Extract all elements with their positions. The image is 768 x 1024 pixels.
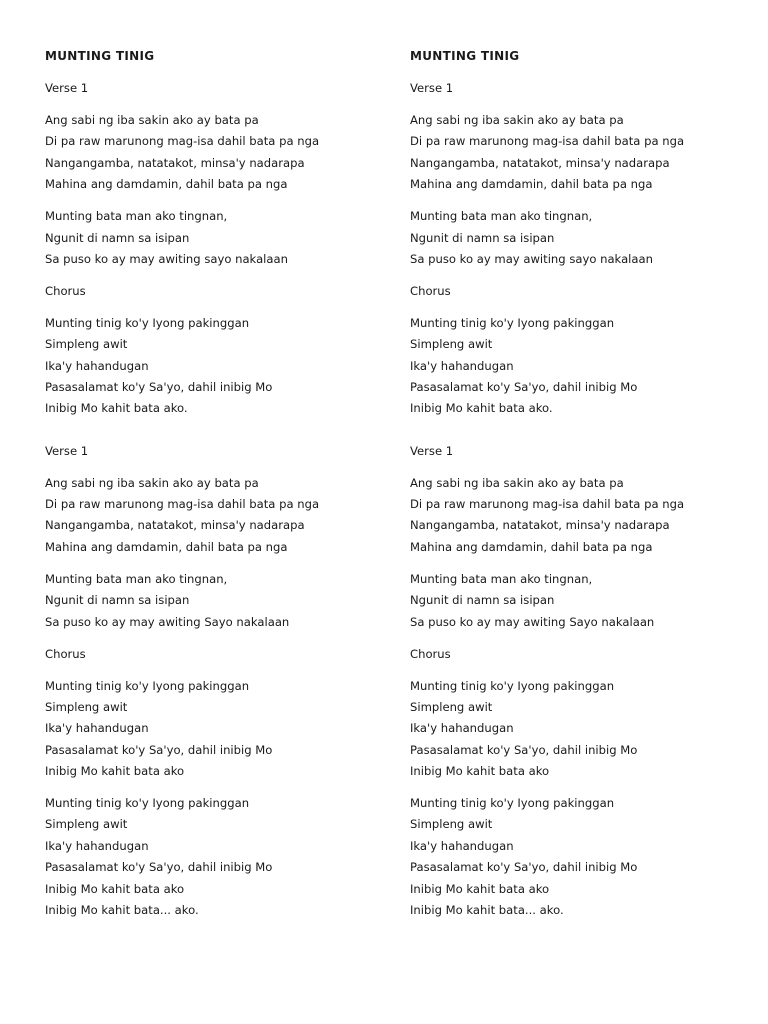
stanza	[45, 206, 385, 270]
stanza	[410, 313, 750, 420]
section-label: Chorus	[410, 646, 451, 661]
lyric-line: Simpleng awit	[45, 699, 128, 714]
lyric-line: Simpleng awit	[410, 817, 493, 832]
lyric-line: Inibig Mo kahit bata ako.	[410, 401, 553, 416]
lyric-line: Inibig Mo kahit bata... ako.	[45, 903, 199, 918]
section-heading	[410, 281, 750, 302]
stanza	[45, 110, 385, 196]
lyric-line: Simpleng awit	[410, 699, 493, 714]
lyric-line: Inibig Mo kahit bata ako	[410, 764, 550, 779]
stanza	[45, 313, 385, 420]
lyric-line: Nangangamba, natatakot, minsa'y nadarapa	[45, 518, 305, 533]
song-title: MUNTING TINIG	[45, 49, 155, 63]
lyric-line: Munting bata man ako tingnan,	[410, 571, 593, 586]
lyric-line: Munting tinig ko'y Iyong pakinggan	[410, 796, 615, 811]
lyric-line: Nangangamba, natatakot, minsa'y nadarapa	[45, 155, 305, 170]
lyric-line: Mahina ang damdamin, dahil bata pa nga	[410, 539, 653, 554]
stanza	[45, 793, 385, 921]
lyric-line: Sa puso ko ay may awiting sayo nakalaan	[410, 251, 653, 266]
lyric-line: Ika'y hahandugan	[410, 838, 514, 853]
lyric-line: Ika'y hahandugan	[45, 358, 149, 373]
lyric-line: Nangangamba, natatakot, minsa'y nadarapa	[410, 155, 670, 170]
lyric-line: Pasasalamat ko'y Sa'yo, dahil inibig Mo	[45, 380, 273, 395]
section-label: Verse 1	[410, 80, 454, 95]
lyric-line: Inibig Mo kahit bata ako	[45, 881, 185, 896]
lyric-line: Inibig Mo kahit bata ako	[410, 881, 550, 896]
stanza	[410, 473, 750, 559]
section-heading	[45, 78, 385, 99]
lyric-line: Ika'y hahandugan	[410, 721, 514, 736]
lyric-line: Munting bata man ako tingnan,	[410, 209, 593, 224]
lyric-line: Di pa raw marunong mag-isa dahil bata pa nga	[45, 497, 320, 511]
lyric-line: Ngunit di namn sa isipan	[410, 593, 555, 608]
stanza	[410, 206, 750, 270]
lyric-line: Ika'y hahandugan	[410, 358, 514, 373]
lyric-line: Munting bata man ako tingnan,	[45, 209, 228, 224]
lyric-line: Pasasalamat ko'y Sa'yo, dahil inibig Mo	[410, 742, 638, 757]
lyric-line: Ngunit di namn sa isipan	[45, 593, 190, 608]
stanza	[45, 473, 385, 559]
lyric-line: Ika'y hahandugan	[45, 838, 149, 853]
section-label: Verse 1	[410, 443, 454, 458]
lyric-line: Ang sabi ng iba sakin ako ay bata pa	[410, 112, 624, 127]
lyric-line: Pasasalamat ko'y Sa'yo, dahil inibig Mo	[410, 860, 638, 875]
section-heading	[410, 441, 750, 462]
lyric-line: Munting tinig ko'y Iyong pakinggan	[45, 796, 250, 811]
lyric-line: Sa puso ko ay may awiting Sayo nakalaan	[410, 614, 655, 629]
lyric-line: Ika'y hahandugan	[45, 721, 149, 736]
stanza	[410, 793, 750, 921]
section-heading	[410, 644, 750, 665]
lyric-line: Sa puso ko ay may awiting sayo nakalaan	[45, 251, 288, 266]
lyrics-column-left	[45, 46, 385, 932]
lyric-line: Inibig Mo kahit bata... ako.	[410, 903, 564, 918]
lyric-line: Ang sabi ng iba sakin ako ay bata pa	[410, 475, 624, 490]
lyric-line: Di pa raw marunong mag-isa dahil bata pa nga	[45, 134, 320, 149]
lyric-line: Simpleng awit	[45, 337, 128, 352]
lyric-line: Ngunit di namn sa isipan	[410, 230, 555, 245]
lyric-line: Simpleng awit	[410, 337, 493, 352]
lyric-line: Munting tinig ko'y Iyong pakinggan	[410, 678, 615, 693]
lyric-line: Mahina ang damdamin, dahil bata pa nga	[410, 177, 653, 192]
stanza	[45, 676, 385, 783]
section-label: Verse 1	[45, 443, 89, 458]
lyric-line: Inibig Mo kahit bata ako.	[45, 401, 188, 416]
section-label: Chorus	[45, 646, 86, 661]
lyric-line: Munting tinig ko'y Iyong pakinggan	[410, 315, 615, 330]
lyric-line: Munting tinig ko'y Iyong pakinggan	[45, 678, 250, 693]
song-title: MUNTING TINIG	[410, 49, 520, 63]
section-label: Chorus	[410, 283, 451, 298]
stanza	[410, 110, 750, 196]
lyric-line: Ang sabi ng iba sakin ako ay bata pa	[45, 475, 259, 490]
lyric-line: Di pa raw marunong mag-isa dahil bata pa nga	[410, 497, 685, 511]
lyric-line: Mahina ang damdamin, dahil bata pa nga	[45, 177, 288, 192]
section-heading	[45, 281, 385, 302]
section-heading	[45, 441, 385, 462]
lyric-line: Pasasalamat ko'y Sa'yo, dahil inibig Mo	[410, 380, 638, 395]
lyrics-column-right	[410, 46, 750, 932]
lyric-line: Ang sabi ng iba sakin ako ay bata pa	[45, 112, 259, 127]
lyric-line: Munting bata man ako tingnan,	[45, 571, 228, 586]
lyric-line: Mahina ang damdamin, dahil bata pa nga	[45, 539, 288, 554]
lyric-line: Di pa raw marunong mag-isa dahil bata pa nga	[410, 134, 685, 149]
lyric-line: Sa puso ko ay may awiting Sayo nakalaan	[45, 614, 290, 629]
lyric-line: Simpleng awit	[45, 817, 128, 832]
lyric-line: Pasasalamat ko'y Sa'yo, dahil inibig Mo	[45, 742, 273, 757]
lyric-line: Ngunit di namn sa isipan	[45, 230, 190, 245]
lyric-line: Nangangamba, natatakot, minsa'y nadarapa	[410, 518, 670, 533]
lyric-line: Inibig Mo kahit bata ako	[45, 764, 185, 779]
stanza	[410, 569, 750, 633]
stanza	[45, 569, 385, 633]
section-heading	[45, 644, 385, 665]
section-heading	[410, 78, 750, 99]
lyric-line: Munting tinig ko'y Iyong pakinggan	[45, 315, 250, 330]
lyric-line: Pasasalamat ko'y Sa'yo, dahil inibig Mo	[45, 860, 273, 875]
stanza	[410, 676, 750, 783]
section-label: Chorus	[45, 283, 86, 298]
section-label: Verse 1	[45, 80, 89, 95]
